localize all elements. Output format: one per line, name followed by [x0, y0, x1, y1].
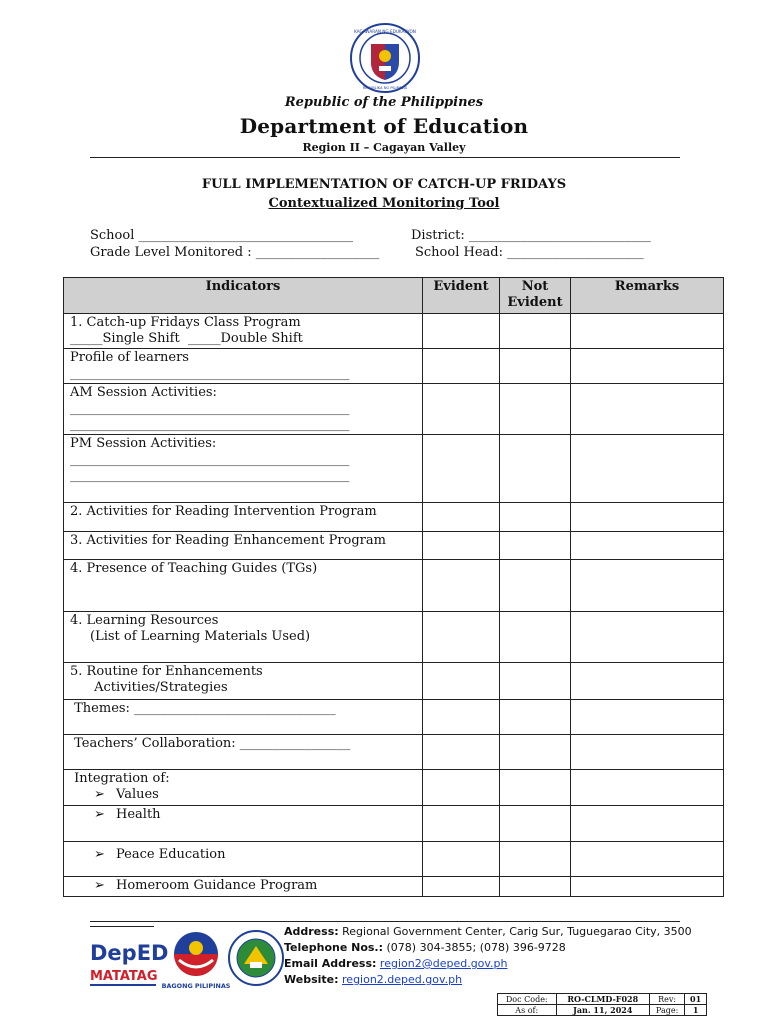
- school-field[interactable]: School _________________________________: [90, 228, 354, 243]
- indicator-cell: [64, 314, 423, 349]
- footer-divider: [90, 921, 680, 922]
- deped-matatag-logo: [88, 934, 169, 992]
- evident-cell[interactable]: [423, 532, 500, 560]
- school-head-field[interactable]: School Head: _____________________: [415, 245, 644, 260]
- email-line: [284, 957, 508, 970]
- indicator-cell: [64, 735, 423, 770]
- not-evident-cell[interactable]: [500, 735, 571, 770]
- not-evident-cell[interactable]: [500, 877, 571, 897]
- remarks-cell[interactable]: [571, 435, 724, 503]
- evident-cell[interactable]: [423, 560, 500, 612]
- not-evident-cell[interactable]: [500, 842, 571, 877]
- doc-code-label: Doc Code:: [498, 994, 557, 1005]
- page-label: Page:: [649, 1005, 684, 1016]
- teachers-collaboration-field[interactable]: Teachers’ Collaboration: _________________: [70, 736, 351, 751]
- table-row: [64, 700, 724, 735]
- themes-field[interactable]: Themes: _______________________________: [70, 701, 336, 716]
- indicator-subtext: (List of Learning Materials Used): [90, 629, 311, 644]
- deped-seal-logo: [349, 22, 421, 94]
- evident-cell[interactable]: [423, 314, 500, 349]
- remarks-cell[interactable]: [571, 560, 724, 612]
- indicator-cell: [64, 700, 423, 735]
- seal-top-text: KAGAWARAN NG EDUKASYON: [354, 29, 416, 34]
- remarks-cell[interactable]: [571, 842, 724, 877]
- as-of-value: Jan. 11, 2024: [556, 1005, 649, 1016]
- arrow-bullet-icon: ➢: [94, 878, 105, 893]
- evident-cell[interactable]: [423, 806, 500, 842]
- table-row: [64, 806, 724, 842]
- seal-bottom-text: REPUBLIKA NG PILIPINAS: [362, 86, 408, 90]
- table-row: [64, 560, 724, 612]
- remarks-cell[interactable]: [571, 770, 724, 806]
- table-row: [64, 503, 724, 532]
- arrow-bullet-icon: ➢: [94, 787, 105, 802]
- document-title: FULL IMPLEMENTATION OF CATCH-UP FRIDAYS: [201, 177, 567, 192]
- header-not-evident: Not Evident: [500, 278, 571, 314]
- address-label: Address:: [284, 925, 339, 938]
- fill-line[interactable]: ___________________________________________: [70, 417, 350, 432]
- footer-short-divider: [90, 926, 154, 927]
- remarks-cell[interactable]: [571, 532, 724, 560]
- evident-cell[interactable]: [423, 842, 500, 877]
- email-link[interactable]: region2@deped.gov.ph: [379, 957, 508, 970]
- table-row: [64, 770, 724, 806]
- fill-line[interactable]: ___________________________________________: [70, 366, 350, 381]
- evident-cell[interactable]: [423, 663, 500, 700]
- table-row: [64, 612, 724, 663]
- evident-cell[interactable]: [423, 435, 500, 503]
- fill-line[interactable]: ___________________________________________: [70, 468, 350, 483]
- not-evident-cell[interactable]: [500, 314, 571, 349]
- document-subtitle: Contextualized Monitoring Tool: [268, 196, 500, 211]
- indicator-cell: [64, 435, 423, 503]
- table-row: [64, 435, 724, 503]
- indicator-cell: [64, 877, 423, 897]
- evident-cell[interactable]: [423, 877, 500, 897]
- not-evident-cell[interactable]: [500, 612, 571, 663]
- indicator-cell: [64, 503, 423, 532]
- indicator-subtext: Activities/Strategies: [90, 680, 228, 695]
- rev-value: 01: [685, 994, 707, 1005]
- indicator-text: 2. Activities for Reading Intervention Program: [70, 504, 377, 519]
- indicator-text: PM Session Activities:: [70, 436, 217, 451]
- indicator-cell: [64, 770, 423, 806]
- doc-control-table: [497, 993, 707, 1016]
- shift-options[interactable]: _____Single Shift _____Double Shift: [70, 331, 303, 346]
- evident-cell[interactable]: [423, 349, 500, 384]
- header-divider: [90, 157, 680, 158]
- matatag-logo-text: MATATAG: [90, 969, 158, 984]
- address-value: Regional Government Center, Carig Sur, Tuguegarao City, 3500: [342, 925, 692, 938]
- phone-value: (078) 304-3855; (078) 396-9728: [386, 941, 566, 954]
- as-of-label: As of:: [498, 1005, 557, 1016]
- indicator-text: AM Session Activities:: [70, 385, 217, 400]
- phone-label: Telephone Nos.:: [284, 941, 384, 954]
- regional-office-seal-logo: [228, 928, 284, 988]
- table-row: [64, 349, 724, 384]
- header-indicators: Indicators: [64, 278, 423, 314]
- department-heading: Department of Education: [239, 114, 529, 138]
- table-header-row: [64, 278, 724, 314]
- remarks-cell[interactable]: [571, 314, 724, 349]
- indicator-cell: [64, 806, 423, 842]
- address-line: [284, 925, 692, 938]
- website-label: Website:: [284, 973, 339, 986]
- doc-code-value: RO-CLMD-F028: [556, 994, 649, 1005]
- not-evident-cell[interactable]: [500, 435, 571, 503]
- table-row: [64, 842, 724, 877]
- indicator-text: 1. Catch-up Fridays Class Program: [70, 315, 301, 330]
- remarks-cell[interactable]: [571, 735, 724, 770]
- indicator-cell: [64, 663, 423, 700]
- header-remarks: Remarks: [571, 278, 724, 314]
- website-line: [284, 973, 462, 986]
- bagong-pilipinas-logo: [161, 926, 231, 992]
- indicator-text: 3. Activities for Reading Enhancement Program: [70, 533, 386, 548]
- remarks-cell[interactable]: [571, 700, 724, 735]
- not-evident-cell[interactable]: [500, 349, 571, 384]
- not-evident-cell[interactable]: [500, 560, 571, 612]
- remarks-cell[interactable]: [571, 349, 724, 384]
- remarks-cell[interactable]: [571, 503, 724, 532]
- not-evident-cell[interactable]: [500, 384, 571, 435]
- indicator-text: 4. Presence of Teaching Guides (TGs): [70, 561, 318, 576]
- integration-item-values: Values: [116, 787, 159, 802]
- integration-item-homeroom-guidance: Homeroom Guidance Program: [116, 878, 318, 893]
- evident-cell[interactable]: [423, 770, 500, 806]
- indicator-cell: [64, 612, 423, 663]
- phone-line: [284, 941, 566, 954]
- not-evident-cell[interactable]: [500, 663, 571, 700]
- arrow-bullet-icon: ➢: [94, 847, 105, 862]
- indicator-cell: [64, 842, 423, 877]
- republic-heading: Republic of the Philippines: [284, 95, 484, 110]
- table-row: [64, 384, 724, 435]
- remarks-cell[interactable]: [571, 877, 724, 897]
- evident-cell[interactable]: [423, 384, 500, 435]
- table-row: [64, 663, 724, 700]
- indicator-cell: [64, 532, 423, 560]
- not-evident-cell[interactable]: [500, 700, 571, 735]
- evident-cell[interactable]: [423, 503, 500, 532]
- bagong-pilipinas-text: BAGONG PILIPINAS: [161, 982, 231, 990]
- indicator-cell: [64, 560, 423, 612]
- table-row: [64, 314, 724, 349]
- indicator-text: Integration of:: [70, 771, 170, 786]
- email-label: Email Address:: [284, 957, 377, 970]
- region-heading: Region II – Cagayan Valley: [302, 141, 466, 154]
- not-evident-cell[interactable]: [500, 532, 571, 560]
- deped-logo-text: DepED: [90, 941, 169, 965]
- integration-item-health: Health: [116, 807, 161, 822]
- website-link[interactable]: region2.deped.gov.ph: [342, 973, 463, 986]
- table-row: [64, 532, 724, 560]
- fill-line[interactable]: ___________________________________________: [70, 401, 350, 416]
- integration-item-peace-education: Peace Education: [116, 847, 226, 862]
- district-field[interactable]: District: ____________________________: [411, 228, 651, 243]
- indicator-text: 5. Routine for Enhancements: [70, 664, 263, 679]
- indicator-cell: [64, 349, 423, 384]
- monitoring-table: [63, 277, 724, 897]
- grade-level-field[interactable]: Grade Level Monitored : ___________________: [90, 245, 380, 260]
- remarks-cell[interactable]: [571, 806, 724, 842]
- indicator-text: Profile of learners: [70, 350, 189, 365]
- fill-line[interactable]: ___________________________________________: [70, 452, 350, 467]
- table-row: [64, 735, 724, 770]
- indicator-text: 4. Learning Resources: [70, 613, 219, 628]
- not-evident-cell[interactable]: [500, 770, 571, 806]
- remarks-cell[interactable]: [571, 612, 724, 663]
- not-evident-cell[interactable]: [500, 503, 571, 532]
- header-evident: Evident: [423, 278, 500, 314]
- indicator-cell: [64, 384, 423, 435]
- not-evident-cell[interactable]: [500, 806, 571, 842]
- remarks-cell[interactable]: [571, 384, 724, 435]
- remarks-cell[interactable]: [571, 663, 724, 700]
- evident-cell[interactable]: [423, 735, 500, 770]
- page-value: 1: [685, 1005, 707, 1016]
- evident-cell[interactable]: [423, 700, 500, 735]
- evident-cell[interactable]: [423, 612, 500, 663]
- table-row: [64, 877, 724, 897]
- rev-label: Rev:: [649, 994, 684, 1005]
- arrow-bullet-icon: ➢: [94, 807, 105, 822]
